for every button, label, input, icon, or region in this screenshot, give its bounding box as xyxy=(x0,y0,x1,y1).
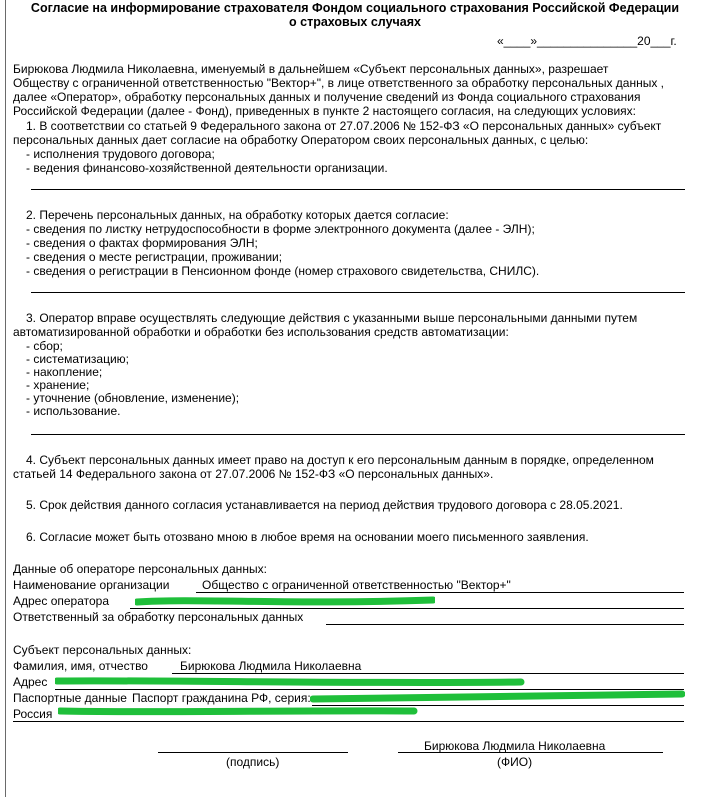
subject-address-continuation: Россия xyxy=(13,707,53,721)
blank-line xyxy=(31,434,685,435)
paragraph-3-item: - использование. xyxy=(26,404,121,418)
operator-org-label: Наименование организации xyxy=(13,578,170,592)
paragraph-3-line-1: 3. Оператор вправе осуществлять следующие действия с указанными выше персональными данными путем xyxy=(26,311,638,325)
paragraph-3-item: - сбор; xyxy=(26,339,63,353)
intro-paragraph xyxy=(13,62,678,118)
blank-line xyxy=(31,189,685,190)
blank-line xyxy=(31,292,685,293)
paragraph-3-item: - систематизацию; xyxy=(26,352,130,366)
operator-org-value: Общество с ограниченной ответственностью "Вектор+" xyxy=(202,578,511,592)
paragraph-3-item: - уточнение (обновление, изменение); xyxy=(26,391,240,405)
redaction-mark xyxy=(58,703,418,719)
paragraph-2-item: - сведения о регистрации в Пенсионном фонде (номер страхового свидетельства, СНИЛС). xyxy=(26,264,540,278)
document-title xyxy=(10,1,700,29)
fio-value: Бирюкова Людмила Николаевна xyxy=(424,739,606,753)
paragraph-1-line-1: 1. В соответствии со статьей 9 Федерального закона от 27.07.2006 № 152-ФЗ «О персональных данных» субъект xyxy=(26,119,662,133)
subject-address-label: Адрес xyxy=(13,675,48,689)
intro-line-3: далее «Оператор», обработку персональных данных и получение сведений из Фонда социального страхования xyxy=(13,90,641,104)
paragraph-3-item: - накопление; xyxy=(26,365,103,379)
intro-line-4: Российской Федерации (далее - Фонд), приведенных в пункте 2 настоящего согласия, на следующих условиях: xyxy=(13,104,636,118)
title-line-2: о страховых случаях xyxy=(289,15,421,29)
operator-heading: Данные об операторе персональных данных: xyxy=(13,562,267,576)
paragraph-2-item: - сведения о месте регистрации, проживании; xyxy=(26,250,283,264)
paragraph-2-item: - сведения о фактах формирования ЭЛН; xyxy=(26,236,258,250)
redaction-mark xyxy=(135,593,435,609)
operator-responsible-label: Ответственный за обработку персональных данных xyxy=(13,610,304,624)
paragraph-2-item: - сведения по листку нетрудоспособности в форме электронного документа (далее - ЭЛН); xyxy=(26,222,535,236)
subject-line-underline xyxy=(13,721,684,722)
page-left-border xyxy=(5,0,6,797)
paragraph-3-line-2: автоматизированной обработки и обработки без использования средств автоматизации: xyxy=(13,325,509,339)
title-line-1: Согласие на информирование страхователя Фондом социального страхования Российской Федерации xyxy=(30,1,680,15)
subject-passport-value: Паспорт гражданина РФ, серия: xyxy=(132,691,311,705)
intro-line-2: Обществу с ограниченной ответственностью "Вектор+", в лице ответственного за обработку персональных данных , xyxy=(13,76,665,90)
operator-responsible-underline xyxy=(326,624,684,625)
subject-passport-label: Паспортные данные xyxy=(13,691,127,705)
subject-heading: Субъект персональных данных: xyxy=(13,643,192,657)
paragraph-6: 6. Согласие может быть отозвано мною в любое время на основании моего письменного заявления. xyxy=(26,530,589,544)
date-line: «____»_______________20___г. xyxy=(497,34,677,48)
paragraph-4-line-1: 4. Субъект персональных данных имеет право на доступ к его персональным данным в порядке, определенном xyxy=(26,453,654,467)
fio-caption: (ФИО) xyxy=(497,755,533,769)
paragraph-2-line-1: 2. Перечень персональных данных, на обработку которых дается согласие: xyxy=(26,208,449,222)
signature-line xyxy=(158,752,348,753)
paragraph-1-item: - исполнения трудового договора; xyxy=(26,147,215,161)
paragraph-3-item: - хранение; xyxy=(26,378,90,392)
paragraph-1-line-2: персональных данных дает согласие на обработку Оператором своих персональных данных, с целью: xyxy=(13,133,589,147)
redaction-mark xyxy=(55,674,525,690)
paragraph-5: 5. Срок действия данного согласия устанавливается на период действия трудового договора с 28.05.2021. xyxy=(26,498,623,512)
subject-name-label: Фамилия, имя, отчество xyxy=(13,659,148,673)
subject-name-value: Бирюкова Людмила Николаевна xyxy=(180,659,362,673)
paragraph-4-line-2: статьей 14 Федерального закона от 27.07.2006 № 152-ФЗ «О персональных данных». xyxy=(13,467,494,481)
operator-address-label: Адрес оператора xyxy=(13,594,109,608)
signature-caption: (подпись) xyxy=(226,755,280,769)
fio-line xyxy=(398,752,663,753)
paragraph-1-item: - ведения финансово-хозяйственной деятельности организации. xyxy=(26,161,388,175)
intro-line-1: Бирюкова Людмила Николаевна, именуемый в дальнейшем «Субъект персональных данных», разрешает xyxy=(13,62,609,76)
